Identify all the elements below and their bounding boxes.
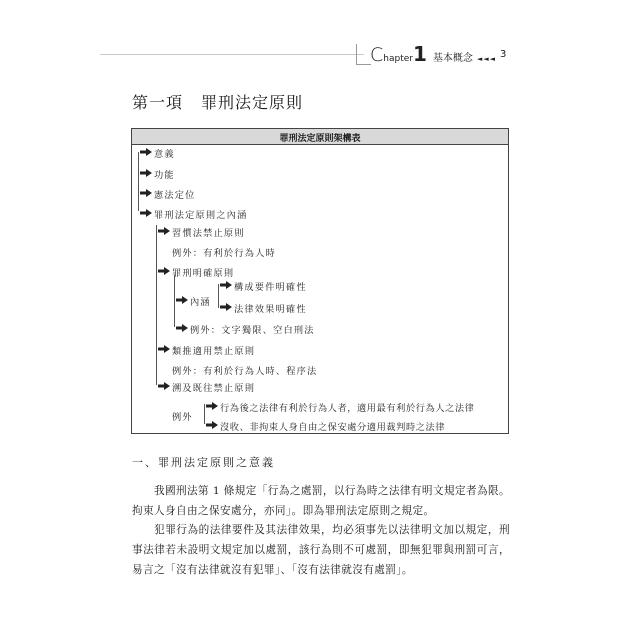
arrow-icon — [140, 189, 152, 197]
exception-clarity: 例外：文字獨限、空白刑法 — [190, 325, 315, 336]
framework-title: 罪刑法定原則架構表 — [279, 134, 361, 144]
node-constitutional-status: 憲法定位 — [154, 190, 196, 201]
framework-table — [131, 128, 509, 434]
clarity-item-elements: 構成要件明確性 — [234, 282, 307, 293]
section-name: 罪刑法定原則 — [201, 93, 304, 112]
sub-heading: 一、罪刑法定原則之意義 — [132, 456, 275, 469]
retro-exception-confiscation: 沒收、非拘束人身自由之保安處分適用裁判時之法律 — [220, 422, 446, 433]
chapter-marks: ◄◄◄ — [476, 55, 497, 63]
header-rule — [100, 54, 364, 55]
arrow-icon — [206, 421, 218, 429]
arrow-icon — [220, 303, 232, 311]
node-customary-law-ban: 習慣法禁止原則 — [172, 228, 245, 239]
paragraph-1-text: 我國刑法第 1 條規定「行為之處罰，以行為時之法律有明文規定者為限。拘束人身自由之保安處分，亦同」。即為罪刑法定原則之規定。 — [132, 485, 510, 517]
arrow-icon — [176, 324, 188, 332]
arrow-icon — [158, 227, 170, 235]
exception-analogy: 例外：有利於行為人時、程序法 — [172, 366, 318, 377]
arrow-icon — [158, 267, 170, 275]
arrow-icon — [140, 209, 152, 217]
node-function: 功能 — [154, 170, 175, 181]
page-number: 3 — [500, 49, 507, 60]
arrow-icon — [176, 296, 188, 304]
framework-title-bar — [132, 129, 508, 145]
sub-trunk-line — [156, 225, 157, 385]
chapter-topic: 基本概念 — [432, 53, 473, 64]
arrow-icon — [140, 169, 152, 177]
paragraph-2-text: 犯罪行為的法律要件及其法律效果，均必須事先以法律明文加以規定，刑事法律若未設明文規定加以處罰，該行為則不可處罰，即無犯罪與刑罰可言，易言之「沒有法律就沒有犯罪」、「沒有法律就沒有處罰」。 — [132, 524, 510, 576]
node-content: 罪刑法定原則之內涵 — [154, 210, 248, 221]
chapter-header — [370, 42, 496, 66]
arrow-icon — [158, 345, 170, 353]
section-number: 第一項 — [132, 93, 184, 112]
node-clarity-principle: 罪刑明確原則 — [172, 268, 235, 279]
arrow-icon — [220, 281, 232, 289]
chapter-word: hapter — [383, 54, 413, 64]
paragraph-1 — [132, 481, 510, 521]
header-bracket — [356, 44, 371, 65]
retro-exception-favorable-law: 行為後之法律有利於行為人者，適用最有利於行為人之法律 — [220, 403, 475, 414]
clarity-exception-line — [174, 275, 175, 327]
arrow-icon — [140, 148, 152, 156]
clarity-item-effects: 法律效果明確性 — [234, 304, 307, 315]
retro-items-line — [204, 404, 205, 424]
arrow-icon — [158, 382, 170, 390]
clarity-items-line — [218, 284, 219, 308]
section-title — [132, 90, 303, 113]
node-meaning: 意義 — [154, 149, 175, 160]
paragraph-2 — [132, 520, 510, 580]
node-analogy-ban: 類推適用禁止原則 — [172, 346, 256, 357]
tree-trunk-line — [138, 152, 139, 211]
retro-exception-label: 例外 — [172, 412, 193, 423]
node-retroactivity-ban: 溯及既往禁止原則 — [172, 383, 256, 394]
chapter-initial: C — [370, 44, 384, 66]
chapter-number: 1 — [412, 42, 427, 66]
clarity-group-label: 內涵 — [190, 297, 211, 308]
arrow-icon — [206, 402, 218, 410]
exception-customary-law: 例外：有利於行為人時 — [172, 248, 276, 259]
